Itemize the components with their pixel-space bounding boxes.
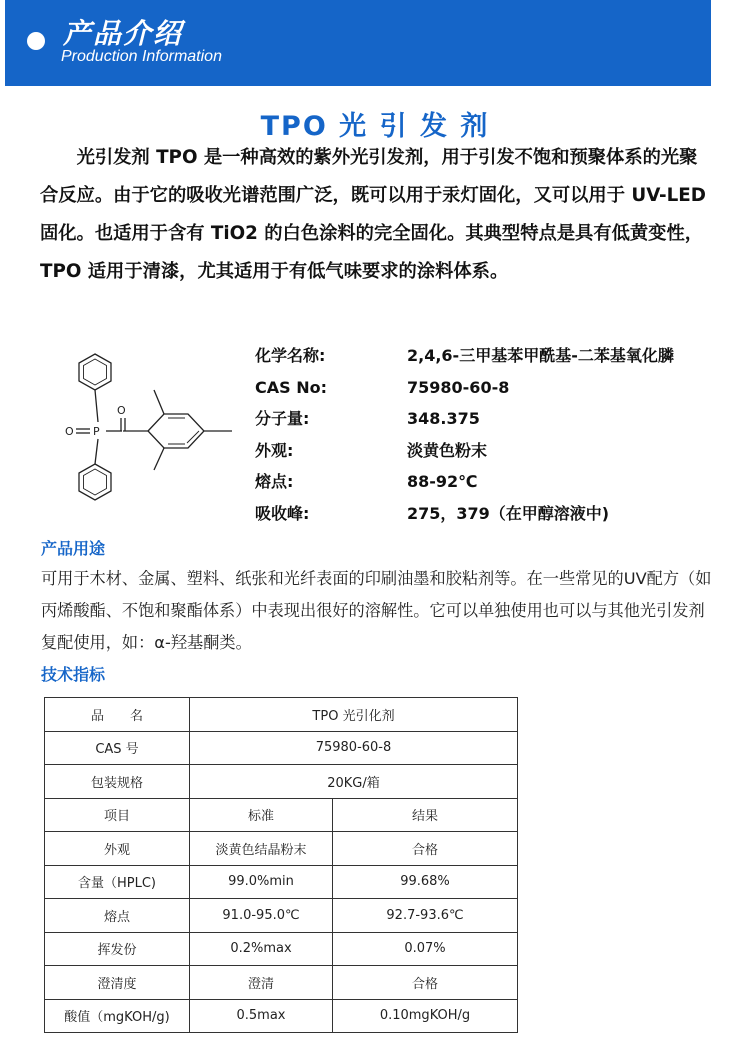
table-cell: 包装规格 (45, 765, 190, 799)
table-cell: 99.68% (333, 865, 518, 899)
table-cell: 澄清度 (45, 966, 190, 1000)
table-cell: 20KG/箱 (190, 765, 518, 799)
property-value: 淡黄色粉末 (407, 440, 488, 460)
property-value: 75980-60-8 (407, 377, 510, 397)
chemical-structure-diagram (60, 342, 240, 512)
section-header (5, 0, 711, 86)
table-cell: 澄清 (190, 966, 333, 1000)
intro-paragraph: 光引发剂 TPO 是一种高效的紫外光引发剂，用于引发不饱和预聚体系的光聚合反应。由于它的吸收光谱范围广泛，既可以用于汞灯固化，又可以用于 UV-LED 固化。也适用于含有 TiO2 的白色涂料的完全固化。其典型特点是具有低黄变性，TPO 适用于清漆，尤其适用于有低气味要求的涂料体系。 (40, 147, 706, 282)
table-row (45, 832, 518, 866)
spec-table (44, 697, 518, 1033)
table-cell: 0.10mgKOH/g (333, 999, 518, 1033)
header-title-zh: 产品介绍 (63, 17, 184, 50)
property-label: 化学名称: (255, 346, 326, 365)
property-label: CAS No: (255, 377, 327, 397)
bullet-dot-icon (27, 32, 45, 50)
table-cell: 外观 (45, 832, 190, 866)
mesityl-ring (148, 414, 204, 448)
table-cell: 挥发份 (45, 932, 190, 966)
table-row (45, 966, 518, 1000)
spec-heading: 技术指标 (41, 665, 106, 684)
product-title: TPO 光 引 发 剂 (260, 111, 490, 142)
table-cell: 91.0-95.0℃ (190, 899, 333, 933)
table-row (45, 698, 518, 732)
table-cell: 含量（HPLC) (45, 865, 190, 899)
table-row (45, 865, 518, 899)
table-cell: 品 名 (45, 698, 190, 732)
usage-paragraph: 可用于木材、金属、塑料、纸张和光纤表面的印刷油墨和胶粘剂等。在一些常见的UV配方（如丙烯酸酯、不饱和聚酯体系）中表现出很好的溶解性。它可以单独使用也可以与其他光引发剂复配使用，如：α-羟基酮类。 (41, 569, 712, 652)
property-label: 熔点: (255, 472, 294, 491)
table-header-cell: 项目 (45, 798, 190, 832)
table-cell: 淡黄色结晶粉末 (190, 832, 333, 866)
property-value: 275，379（在甲醇溶液中) (407, 503, 610, 523)
property-label: 外观: (255, 440, 294, 460)
table-cell: 0.5max (190, 999, 333, 1033)
table-cell: 合格 (333, 832, 518, 866)
table-row (45, 899, 518, 933)
property-value: 2,4,6-三甲基苯甲酰基-二苯基氧化膦 (407, 346, 674, 365)
atom-o-carbonyl: O (117, 404, 126, 417)
table-row (45, 932, 518, 966)
table-cell: 0.07% (333, 932, 518, 966)
header-title-en: Production Information (61, 48, 222, 65)
usage-heading: 产品用途 (41, 539, 106, 558)
table-header-row (45, 798, 518, 832)
table-cell: 75980-60-8 (190, 731, 518, 765)
table-cell: 合格 (333, 966, 518, 1000)
atom-o-phosphoryl: O (65, 425, 74, 438)
property-value: 88-92℃ (407, 472, 478, 491)
table-row (45, 999, 518, 1033)
table-cell: 熔点 (45, 899, 190, 933)
property-label: 分子量: (255, 409, 310, 428)
table-cell: 0.2%max (190, 932, 333, 966)
table-cell: CAS 号 (45, 731, 190, 765)
atom-p: P (93, 425, 100, 438)
table-cell: 92.7-93.6℃ (333, 899, 518, 933)
table-row (45, 765, 518, 799)
property-value: 348.375 (407, 409, 480, 428)
table-header-cell: 标准 (190, 798, 333, 832)
table-row (45, 731, 518, 765)
table-cell: TPO 光引化剂 (190, 698, 518, 732)
table-cell: 99.0%min (190, 865, 333, 899)
table-cell: 酸值（mgKOH/g) (45, 999, 190, 1033)
table-header-cell: 结果 (333, 798, 518, 832)
property-label: 吸收峰: (255, 503, 310, 523)
